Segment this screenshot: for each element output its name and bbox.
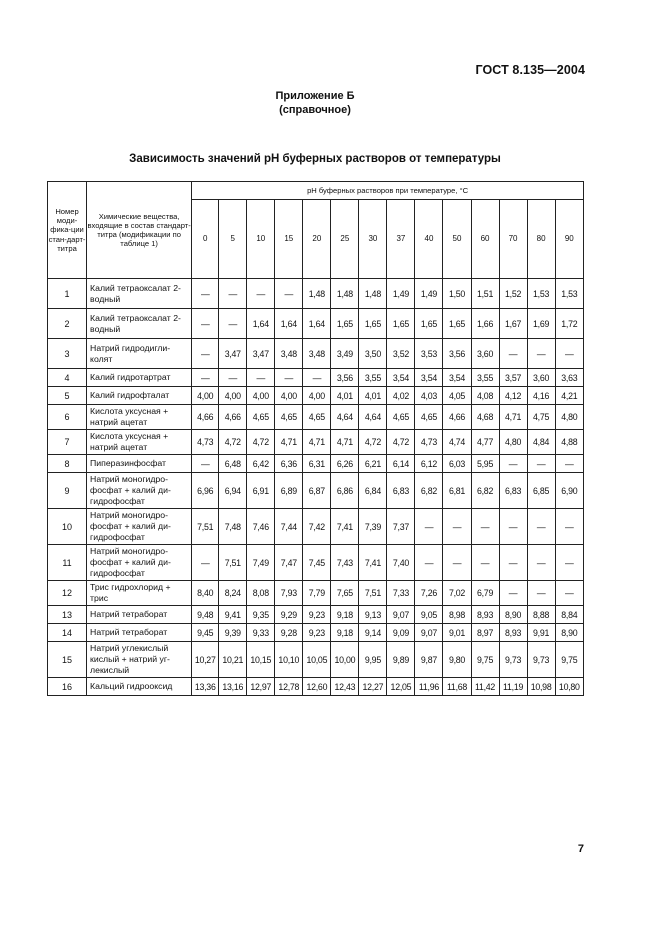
ph-value-cell: 9,73: [499, 642, 527, 678]
table-row: [48, 309, 584, 339]
ph-value-cell: 3,63: [555, 369, 583, 387]
table-row: [48, 430, 584, 455]
ph-value-cell: 7,49: [247, 545, 275, 581]
ph-value-cell: 13,36: [192, 678, 219, 696]
ph-value-cell: 8,90: [499, 606, 527, 624]
ph-value-cell: —: [415, 545, 443, 581]
ph-value-cell: 4,05: [443, 387, 471, 405]
ph-value-cell: 3,48: [303, 339, 331, 369]
ph-value-cell: 3,54: [387, 369, 415, 387]
appendix-subtitle: (справочное): [279, 104, 351, 116]
ph-value-cell: —: [415, 509, 443, 545]
ph-value-cell: 8,93: [471, 606, 499, 624]
ph-value-cell: 3,60: [527, 369, 555, 387]
ph-value-cell: 4,00: [219, 387, 247, 405]
ph-value-cell: 4,65: [247, 405, 275, 430]
ph-value-cell: —: [499, 581, 527, 606]
ph-value-cell: 5,95: [471, 455, 499, 473]
table-row: [48, 369, 584, 387]
ph-value-cell: 7,37: [387, 509, 415, 545]
ph-value-cell: —: [555, 545, 583, 581]
ph-value-cell: 4,88: [555, 430, 583, 455]
ph-value-cell: 4,64: [359, 405, 387, 430]
ph-value-cell: 1,64: [275, 309, 303, 339]
ph-value-cell: 9,48: [192, 606, 219, 624]
temperature-header: 15: [275, 200, 303, 279]
ph-value-cell: 12,27: [359, 678, 387, 696]
ph-value-cell: 7,02: [443, 581, 471, 606]
ph-value-cell: —: [192, 339, 219, 369]
ph-value-cell: 4,72: [387, 430, 415, 455]
ph-value-cell: 1,51: [471, 279, 499, 309]
substance-name: Калий гидрофталат: [87, 387, 192, 405]
ph-value-cell: 6,14: [387, 455, 415, 473]
ph-value-cell: —: [275, 279, 303, 309]
ph-value-cell: —: [555, 509, 583, 545]
ph-value-cell: 7,44: [275, 509, 303, 545]
ph-value-cell: 12,78: [275, 678, 303, 696]
col-header-number: Номер моди-фика-ции стан-дарт-титра: [48, 182, 87, 279]
ph-value-cell: 10,15: [247, 642, 275, 678]
ph-value-cell: 9,75: [471, 642, 499, 678]
table-row: [48, 405, 584, 430]
ph-value-cell: —: [499, 455, 527, 473]
ph-value-cell: 9,14: [359, 624, 387, 642]
ph-value-cell: 12,60: [303, 678, 331, 696]
ph-value-cell: 1,64: [303, 309, 331, 339]
ph-value-cell: —: [219, 309, 247, 339]
ph-value-cell: 6,26: [331, 455, 359, 473]
ph-value-cell: 4,64: [331, 405, 359, 430]
ph-value-cell: 4,65: [415, 405, 443, 430]
ph-value-cell: 7,93: [275, 581, 303, 606]
temperature-header: 20: [303, 200, 331, 279]
appendix-title: Приложение Б: [275, 90, 355, 102]
ph-value-cell: 3,57: [499, 369, 527, 387]
temperature-header: 25: [331, 200, 359, 279]
ph-value-cell: 1,65: [443, 309, 471, 339]
ph-value-cell: 7,41: [331, 509, 359, 545]
ph-value-cell: 3,50: [359, 339, 387, 369]
ph-value-cell: 1,67: [499, 309, 527, 339]
ph-value-cell: 4,66: [219, 405, 247, 430]
ph-value-cell: —: [247, 369, 275, 387]
ph-value-cell: 4,00: [275, 387, 303, 405]
ph-value-cell: 6,48: [219, 455, 247, 473]
row-number: 9: [48, 473, 87, 509]
ph-value-cell: 8,90: [555, 624, 583, 642]
ph-value-cell: 6,83: [387, 473, 415, 509]
ph-value-cell: 10,00: [331, 642, 359, 678]
ph-value-cell: —: [499, 509, 527, 545]
ph-value-cell: 9,13: [359, 606, 387, 624]
ph-value-cell: 8,24: [219, 581, 247, 606]
ph-value-cell: 4,71: [303, 430, 331, 455]
ph-value-cell: 6,96: [192, 473, 219, 509]
ph-value-cell: 3,47: [247, 339, 275, 369]
ph-value-cell: —: [471, 545, 499, 581]
table-title: Зависимость значений рН буферных растворов от температуры: [129, 153, 501, 165]
temperature-header: 0: [192, 200, 219, 279]
ph-value-cell: 6,21: [359, 455, 387, 473]
ph-value-cell: 1,65: [359, 309, 387, 339]
ph-value-cell: —: [527, 581, 555, 606]
table-row: [48, 279, 584, 309]
ph-value-cell: 8,97: [471, 624, 499, 642]
ph-value-cell: 3,56: [331, 369, 359, 387]
ph-value-cell: 9,09: [387, 624, 415, 642]
temperature-header: 90: [555, 200, 583, 279]
ph-value-cell: 6,82: [415, 473, 443, 509]
ph-value-cell: 3,54: [443, 369, 471, 387]
table-row: [48, 509, 584, 545]
ph-value-cell: 10,10: [275, 642, 303, 678]
row-number: 5: [48, 387, 87, 405]
ph-value-cell: 1,48: [303, 279, 331, 309]
ph-value-cell: 1,69: [527, 309, 555, 339]
ph-value-cell: 4,02: [387, 387, 415, 405]
row-number: 2: [48, 309, 87, 339]
ph-value-cell: —: [275, 369, 303, 387]
ph-value-cell: 1,65: [331, 309, 359, 339]
ph-value-cell: 9,89: [387, 642, 415, 678]
ph-value-cell: 6,81: [443, 473, 471, 509]
ph-value-cell: 7,45: [303, 545, 331, 581]
ph-value-cell: —: [555, 455, 583, 473]
ph-value-cell: 6,82: [471, 473, 499, 509]
ph-value-cell: 4,12: [499, 387, 527, 405]
ph-value-cell: 8,08: [247, 581, 275, 606]
col-header-ph: рН буферных растворов при температуре, °С: [192, 182, 584, 200]
ph-value-cell: 4,72: [247, 430, 275, 455]
ph-value-cell: 4,71: [275, 430, 303, 455]
ph-value-cell: —: [443, 545, 471, 581]
ph-value-cell: 9,07: [415, 624, 443, 642]
ph-value-cell: 7,26: [415, 581, 443, 606]
row-number: 12: [48, 581, 87, 606]
substance-name: Трис гидрохлорид + трис: [87, 581, 192, 606]
substance-name: Натрий углекислый кислый + натрий уг-лекислый: [87, 642, 192, 678]
temperature-header: 10: [247, 200, 275, 279]
ph-value-cell: 4,01: [359, 387, 387, 405]
ph-value-cell: —: [527, 545, 555, 581]
ph-value-cell: 12,97: [247, 678, 275, 696]
ph-value-cell: —: [192, 279, 219, 309]
row-number: 15: [48, 642, 87, 678]
substance-name: Натрий тетраборат: [87, 606, 192, 624]
ph-value-cell: 6,91: [247, 473, 275, 509]
ph-value-cell: —: [443, 509, 471, 545]
page-number: 7: [577, 843, 584, 855]
ph-value-cell: 11,68: [443, 678, 471, 696]
table-row: [48, 455, 584, 473]
ph-value-cell: 9,35: [247, 606, 275, 624]
ph-value-cell: 10,05: [303, 642, 331, 678]
ph-value-cell: 9,80: [443, 642, 471, 678]
ph-value-cell: 9,01: [443, 624, 471, 642]
ph-value-cell: 4,73: [192, 430, 219, 455]
ph-value-cell: 1,65: [415, 309, 443, 339]
ph-value-cell: 1,72: [555, 309, 583, 339]
ph-value-cell: 9,41: [219, 606, 247, 624]
ph-value-cell: 4,03: [415, 387, 443, 405]
row-number: 14: [48, 624, 87, 642]
ph-value-cell: 9,29: [275, 606, 303, 624]
ph-value-cell: 4,16: [527, 387, 555, 405]
ph-value-cell: 1,53: [555, 279, 583, 309]
ph-value-cell: 7,33: [387, 581, 415, 606]
ph-value-cell: 6,42: [247, 455, 275, 473]
ph-value-cell: 4,00: [303, 387, 331, 405]
ph-value-cell: —: [303, 369, 331, 387]
ph-value-cell: 1,50: [443, 279, 471, 309]
ph-value-cell: 6,31: [303, 455, 331, 473]
table-row: [48, 473, 584, 509]
ph-value-cell: 10,80: [555, 678, 583, 696]
row-number: 3: [48, 339, 87, 369]
ph-value-cell: 4,65: [303, 405, 331, 430]
ph-value-cell: 4,73: [415, 430, 443, 455]
ph-value-cell: 4,01: [331, 387, 359, 405]
col-header-substance: Химические вещества, входящие в состав стандарт-титра (модификации по таблице 1): [87, 182, 192, 279]
ph-value-cell: —: [499, 339, 527, 369]
ph-value-cell: 1,49: [387, 279, 415, 309]
ph-value-cell: 9,95: [359, 642, 387, 678]
ph-value-cell: 3,54: [415, 369, 443, 387]
ph-value-cell: 4,21: [555, 387, 583, 405]
ph-value-cell: —: [192, 309, 219, 339]
table-row: [48, 339, 584, 369]
substance-name: Натрий моногидро-фосфат + калий ди-гидрофосфат: [87, 509, 192, 545]
temperature-header: 80: [527, 200, 555, 279]
ph-value-cell: 4,68: [471, 405, 499, 430]
ph-value-cell: 6,12: [415, 455, 443, 473]
ph-value-cell: 4,00: [247, 387, 275, 405]
ph-value-cell: 7,79: [303, 581, 331, 606]
ph-value-cell: 3,49: [331, 339, 359, 369]
ph-value-cell: 3,52: [387, 339, 415, 369]
ph-buffer-table: [47, 181, 584, 696]
ph-value-cell: 4,77: [471, 430, 499, 455]
ph-value-cell: 6,83: [499, 473, 527, 509]
ph-value-cell: —: [219, 279, 247, 309]
temperature-header: 60: [471, 200, 499, 279]
ph-value-cell: 7,43: [331, 545, 359, 581]
ph-value-cell: 9,87: [415, 642, 443, 678]
temperature-header: 30: [359, 200, 387, 279]
ph-value-cell: 4,00: [192, 387, 219, 405]
ph-value-cell: 8,98: [443, 606, 471, 624]
ph-value-cell: 1,66: [471, 309, 499, 339]
substance-name: Калий гидротартрат: [87, 369, 192, 387]
ph-value-cell: —: [471, 509, 499, 545]
ph-value-cell: 7,65: [331, 581, 359, 606]
substance-name: Кислота уксусная + натрий ацетат: [87, 405, 192, 430]
ph-value-cell: 3,48: [275, 339, 303, 369]
ph-value-cell: 7,47: [275, 545, 303, 581]
ph-value-cell: 7,48: [219, 509, 247, 545]
ph-value-cell: 9,75: [555, 642, 583, 678]
table-row: [48, 642, 584, 678]
table-row: [48, 678, 584, 696]
ph-value-cell: 6,36: [275, 455, 303, 473]
ph-value-cell: —: [247, 279, 275, 309]
ph-value-cell: —: [499, 545, 527, 581]
ph-value-cell: 9,33: [247, 624, 275, 642]
ph-value-cell: 3,56: [443, 339, 471, 369]
ph-value-cell: 9,91: [527, 624, 555, 642]
ph-value-cell: 10,21: [219, 642, 247, 678]
ph-value-cell: 4,74: [443, 430, 471, 455]
ph-value-cell: 1,52: [499, 279, 527, 309]
ph-value-cell: 1,48: [359, 279, 387, 309]
ph-value-cell: 12,43: [331, 678, 359, 696]
ph-value-cell: 8,84: [555, 606, 583, 624]
ph-value-cell: 8,88: [527, 606, 555, 624]
ph-value-cell: 3,55: [471, 369, 499, 387]
ph-value-cell: 6,89: [275, 473, 303, 509]
ph-value-cell: 6,86: [331, 473, 359, 509]
ph-value-cell: 11,42: [471, 678, 499, 696]
ph-value-cell: 6,03: [443, 455, 471, 473]
row-number: 6: [48, 405, 87, 430]
ph-value-cell: 6,94: [219, 473, 247, 509]
ph-value-cell: 9,28: [275, 624, 303, 642]
ph-value-cell: 7,40: [387, 545, 415, 581]
substance-name: Калий тетраоксалат 2-водный: [87, 309, 192, 339]
ph-value-cell: 1,53: [527, 279, 555, 309]
table-row: [48, 581, 584, 606]
ph-value-cell: 9,45: [192, 624, 219, 642]
ph-value-cell: 4,80: [555, 405, 583, 430]
row-number: 7: [48, 430, 87, 455]
ph-value-cell: 7,41: [359, 545, 387, 581]
ph-value-cell: 3,55: [359, 369, 387, 387]
temperature-header: 40: [415, 200, 443, 279]
row-number: 10: [48, 509, 87, 545]
ph-value-cell: 9,05: [415, 606, 443, 624]
temperature-header: 37: [387, 200, 415, 279]
ph-value-cell: 9,73: [527, 642, 555, 678]
ph-value-cell: 12,05: [387, 678, 415, 696]
row-number: 8: [48, 455, 87, 473]
ph-value-cell: 1,65: [387, 309, 415, 339]
ph-value-cell: 4,84: [527, 430, 555, 455]
appendix-heading: [0, 89, 630, 117]
ph-value-cell: —: [527, 455, 555, 473]
ph-value-cell: 9,18: [331, 606, 359, 624]
ph-value-cell: 4,72: [219, 430, 247, 455]
ph-value-cell: —: [555, 339, 583, 369]
ph-value-cell: 3,47: [219, 339, 247, 369]
ph-value-cell: 9,07: [387, 606, 415, 624]
ph-value-cell: 6,84: [359, 473, 387, 509]
ph-value-cell: 9,23: [303, 606, 331, 624]
ph-value-cell: —: [527, 509, 555, 545]
ph-value-cell: 4,75: [527, 405, 555, 430]
ph-value-cell: —: [219, 369, 247, 387]
ph-value-cell: 9,39: [219, 624, 247, 642]
ph-value-cell: 7,51: [359, 581, 387, 606]
ph-value-cell: 10,27: [192, 642, 219, 678]
ph-value-cell: 13,16: [219, 678, 247, 696]
ph-value-cell: 11,96: [415, 678, 443, 696]
ph-value-cell: —: [192, 545, 219, 581]
table-row: [48, 387, 584, 405]
ph-value-cell: 3,60: [471, 339, 499, 369]
ph-value-cell: 1,48: [331, 279, 359, 309]
ph-value-cell: 4,72: [359, 430, 387, 455]
ph-value-cell: —: [192, 369, 219, 387]
standard-code: ГОСТ 8.135—2004: [475, 63, 585, 77]
ph-value-cell: 10,98: [527, 678, 555, 696]
ph-value-cell: 7,42: [303, 509, 331, 545]
table-row: [48, 545, 584, 581]
ph-value-cell: 9,18: [331, 624, 359, 642]
ph-value-cell: 1,49: [415, 279, 443, 309]
ph-value-cell: 4,80: [499, 430, 527, 455]
ph-value-cell: 4,66: [192, 405, 219, 430]
substance-name: Натрий моногидро-фосфат + калий ди-гидрофосфат: [87, 473, 192, 509]
ph-value-cell: 7,46: [247, 509, 275, 545]
ph-value-cell: 4,65: [275, 405, 303, 430]
ph-value-cell: 4,66: [443, 405, 471, 430]
temperature-header: 50: [443, 200, 471, 279]
table-row: [48, 624, 584, 642]
ph-value-cell: 6,79: [471, 581, 499, 606]
substance-name: Натрий гидродигли-колят: [87, 339, 192, 369]
ph-value-cell: 4,71: [331, 430, 359, 455]
ph-value-cell: 7,51: [219, 545, 247, 581]
row-number: 13: [48, 606, 87, 624]
ph-value-cell: —: [555, 581, 583, 606]
table-body: [48, 279, 584, 696]
ph-value-cell: 7,51: [192, 509, 219, 545]
ph-value-cell: 11,19: [499, 678, 527, 696]
ph-value-cell: 6,87: [303, 473, 331, 509]
ph-value-cell: 4,71: [499, 405, 527, 430]
temperature-header: 70: [499, 200, 527, 279]
substance-name: Калий тетраоксалат 2-водный: [87, 279, 192, 309]
row-number: 16: [48, 678, 87, 696]
ph-value-cell: 1,64: [247, 309, 275, 339]
row-number: 4: [48, 369, 87, 387]
ph-value-cell: —: [527, 339, 555, 369]
ph-value-cell: 7,39: [359, 509, 387, 545]
ph-value-cell: —: [192, 455, 219, 473]
ph-value-cell: 6,90: [555, 473, 583, 509]
ph-value-cell: 4,08: [471, 387, 499, 405]
table-row: [48, 606, 584, 624]
substance-name: Пиперазинфосфат: [87, 455, 192, 473]
row-number: 1: [48, 279, 87, 309]
ph-value-cell: 8,93: [499, 624, 527, 642]
substance-name: Натрий моногидро-фосфат + калий ди-гидрофосфат: [87, 545, 192, 581]
substance-name: Кислота уксусная + натрий ацетат: [87, 430, 192, 455]
ph-value-cell: 3,53: [415, 339, 443, 369]
row-number: 11: [48, 545, 87, 581]
substance-name: Натрий тетраборат: [87, 624, 192, 642]
ph-value-cell: 6,85: [527, 473, 555, 509]
ph-value-cell: 4,65: [387, 405, 415, 430]
temperature-header: 5: [219, 200, 247, 279]
substance-name: Кальций гидрооксид: [87, 678, 192, 696]
ph-value-cell: 8,40: [192, 581, 219, 606]
ph-value-cell: 9,23: [303, 624, 331, 642]
